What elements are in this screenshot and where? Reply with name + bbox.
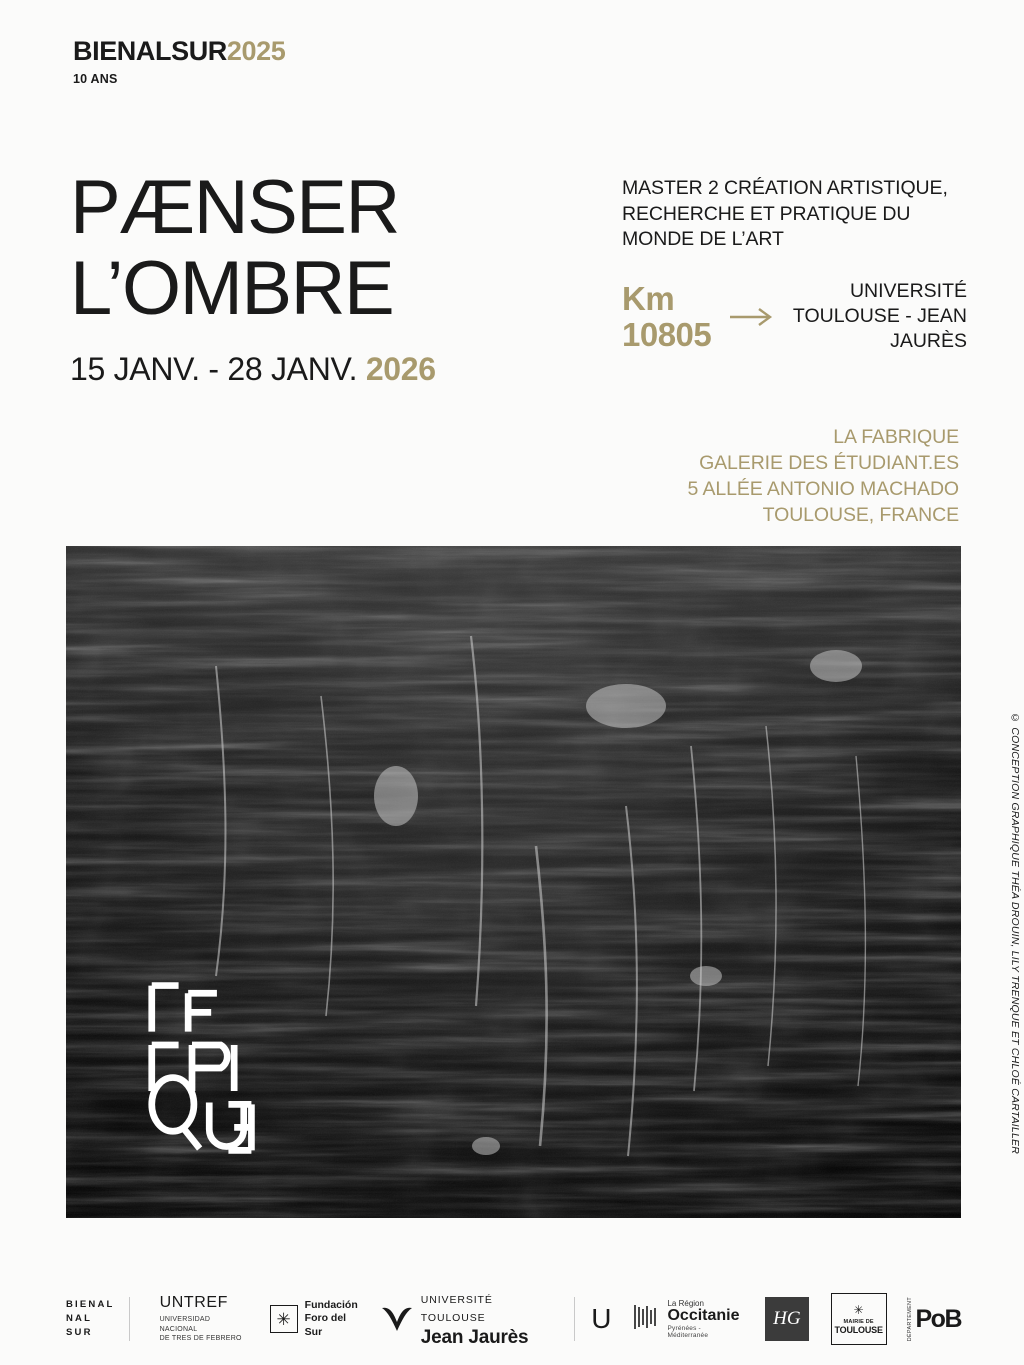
venue-line-3: 5 ALLÉE ANTONIO MACHADO <box>687 478 959 501</box>
bienalsur-brand-name: BIENALSUR <box>73 36 227 66</box>
km-distance-row <box>622 279 967 354</box>
u-letter-mark: U <box>591 1303 612 1334</box>
km-block <box>622 281 711 352</box>
untref-sub-line-2: DE TRES DE FEBRERO <box>159 1335 242 1343</box>
departement-side-label: DÉPARTEMENT <box>906 1296 913 1342</box>
exhibition-dates <box>70 351 590 388</box>
bienalsur-wordmark <box>73 38 285 65</box>
page-title-line-2: L’OMBRE <box>70 246 394 332</box>
title-block <box>70 165 590 388</box>
master-program-text: MASTER 2 CRÉATION ARTISTIQUE, RECHERCHE ET PRATIQUE DU MONDE DE L’ART <box>622 177 948 251</box>
untref-sub-line-1: UNIVERSIDAD NACIONAL <box>159 1316 211 1333</box>
occitanie-top: La Région <box>667 1299 704 1309</box>
venue-address <box>622 424 959 529</box>
arrow-right-icon <box>729 307 773 327</box>
utjj-mark-icon <box>380 1300 414 1339</box>
bienalsur-brand-year: 2025 <box>226 36 286 66</box>
untref-name: UNTREF <box>159 1294 229 1312</box>
occitanie-sub: Pyrénées - Méditerranée <box>667 1324 709 1339</box>
footer-logo-u <box>589 1289 611 1349</box>
bienalsur-stack-line-2: NAL <box>66 1313 93 1325</box>
footer-divider <box>129 1297 130 1341</box>
artwork-image <box>66 546 961 1218</box>
km-label: Km <box>622 280 675 317</box>
exhibition-dates-year: 2026 <box>365 351 436 388</box>
bienalsur-logo <box>73 38 285 86</box>
footer-logo-mairie-de-toulouse <box>831 1293 887 1345</box>
footer-logo-departement <box>907 1289 962 1349</box>
utjj-top-line: UNIVERSITÉ TOULOUSE <box>420 1293 493 1324</box>
bienalsur-stacked-wordmark <box>66 1298 115 1339</box>
university-name: UNIVERSITÉ TOULOUSE - JEAN JAURÈS <box>792 280 967 353</box>
utjj-bottom-line: Jean Jaurès <box>420 1326 529 1348</box>
footer-logo-fundacion-foro-del-sur <box>270 1289 358 1349</box>
footer-divider-2 <box>574 1297 575 1341</box>
exhibition-dates-range: 15 JANV. - 28 JANV. <box>70 351 358 388</box>
venue-line-2: GALERIE DES ÉTUDIANT.ES <box>699 452 959 475</box>
la-fabrique-logo <box>146 976 261 1158</box>
fundacion-line-2: Foro del <box>304 1312 347 1325</box>
venue-line-1: LA FABRIQUE <box>833 426 959 448</box>
km-value: 10805 <box>622 315 712 353</box>
bienalsur-anniversary: 10 ANS <box>73 72 118 86</box>
occitanie-name: Occitanie <box>667 1307 740 1325</box>
departement-mark: PoB <box>915 1304 961 1333</box>
footer-logo-untref <box>160 1289 250 1349</box>
footer-logo-hg: HG <box>765 1297 809 1341</box>
footer-logo-region-occitanie <box>631 1289 743 1349</box>
info-column <box>622 176 967 354</box>
mairie-star-icon: ✳ <box>853 1302 864 1317</box>
occitanie-mark-icon <box>631 1301 661 1338</box>
bienalsur-stack-line-3: SUR <box>66 1326 93 1338</box>
fundacion-line-1: Fundación <box>304 1299 358 1312</box>
fundacion-line-3: Sur <box>304 1325 323 1338</box>
fundacion-mark-icon: ✳ <box>270 1305 298 1333</box>
page-title-line-1: PÆNSER <box>70 165 399 250</box>
footer-logo-bienalsur <box>66 1289 115 1349</box>
bienalsur-stack-line-1: BIENAL <box>66 1299 115 1311</box>
footer-logo-universite-toulouse-jean-jaures <box>380 1289 560 1349</box>
venue-line-4: TOULOUSE, FRANCE <box>762 504 959 527</box>
graphic-design-credit: © CONCEPTION GRAPHIQUE THÉA DROUIN, LILY TRENQUE ET CHLOÉ CARTAILLER <box>1009 712 1021 1154</box>
partner-logos-footer <box>66 1281 961 1357</box>
mairie-bottom: TOULOUSE <box>834 1324 883 1335</box>
mairie-top: MAIRIE DE <box>843 1318 874 1325</box>
